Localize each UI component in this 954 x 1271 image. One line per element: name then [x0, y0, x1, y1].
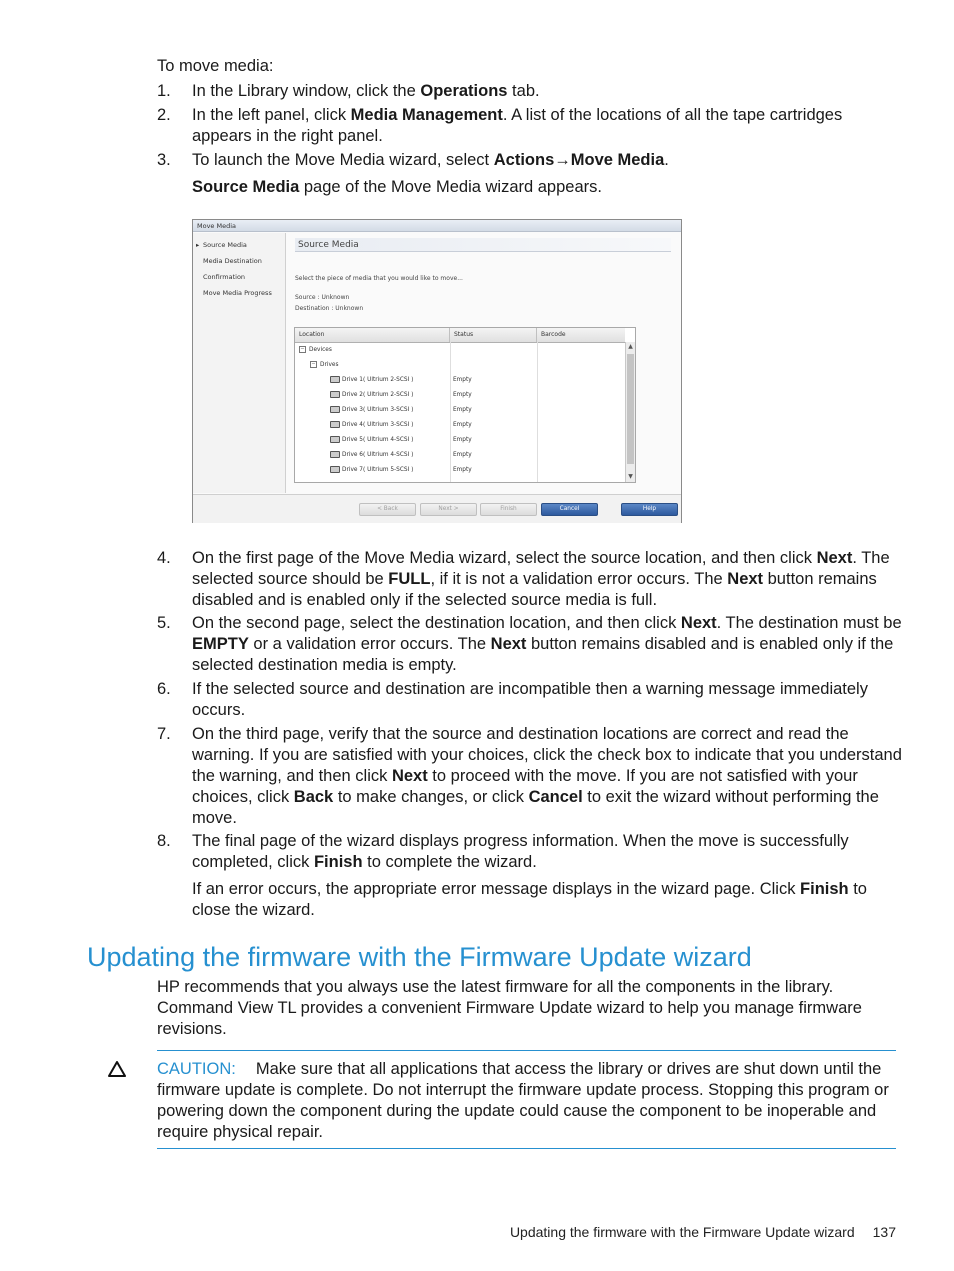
- column-status[interactable]: Status: [450, 328, 537, 342]
- tape-drive-icon: [330, 466, 340, 473]
- next-button[interactable]: Next >: [420, 503, 477, 516]
- step-1: 1. In the Library window, click the Operations tab.: [157, 82, 540, 100]
- caution-bottom-rule: [157, 1148, 896, 1149]
- table-row[interactable]: Drive 2( Ultrium 2-SCSI ) Empty: [295, 388, 625, 403]
- wizard-nav-move-media-progress[interactable]: Move Media Progress: [203, 289, 272, 297]
- step-5: 5. On the second page, select the destination location, and then click Next. The destination must be EMPTY or a validation error occurs. The Next button remains disabled and is enabled only if the selected destination media is empty.: [157, 614, 902, 674]
- cancel-button[interactable]: Cancel: [541, 503, 598, 516]
- table-scrollbar[interactable]: [625, 342, 635, 482]
- table-row[interactable]: Drive 6( Ultrium 4-SCSI ) Empty: [295, 448, 625, 463]
- section-heading: Updating the firmware with the Firmware Update wizard: [87, 942, 752, 972]
- step-7: 7. On the third page, verify that the source and destination locations are correct and read the warning. If you are satisfied with your choices, click the check box to indicate that you understand the warning, and then click Next to proceed with the move. If you are not satisfied with your choices, click Back to make changes, or click Cancel to exit the wizard without performing the move.: [157, 725, 902, 827]
- step-3: 3. To launch the Move Media wizard, select Actions→Move Media.: [157, 151, 669, 169]
- step-number: 3.: [157, 151, 171, 169]
- intro-text: To move media:: [157, 57, 274, 75]
- table-row[interactable]: Drive 4( Ultrium 3-SCSI ) Empty: [295, 418, 625, 433]
- tape-drive-icon: [330, 376, 340, 383]
- page-footer: [510, 1222, 896, 1242]
- step-8: 8. The final page of the wizard displays progress information. When the move is successfully completed, click Finish to complete the wizard.: [157, 832, 849, 871]
- step-number: 7.: [157, 725, 171, 743]
- wizard-destination-line: Destination : Unknown: [295, 305, 364, 312]
- finish-button[interactable]: Finish: [480, 503, 537, 516]
- step-2: 2. In the left panel, click Media Management. A list of the locations of all the tape cartridges appears in the right panel.: [157, 106, 843, 145]
- wizard-nav-confirmation[interactable]: Confirmation: [203, 273, 246, 281]
- caution-top-rule: [157, 1050, 896, 1051]
- column-barcode[interactable]: Barcode: [541, 331, 566, 338]
- table-row[interactable]: Drive 7( Ultrium 5-SCSI ) Empty: [295, 463, 625, 478]
- tape-drive-icon: [330, 436, 340, 443]
- wizard-nav-media-destination[interactable]: Media Destination: [203, 257, 262, 265]
- help-button[interactable]: Help: [621, 503, 678, 516]
- tape-drive-icon: [330, 421, 340, 428]
- caution-text: Make sure that all applications that access the library or drives are shut down until the firmware update is complete. Do not interrupt the firmware update process. Stopping this program or powering down the component during the update could cause the component to be inoperable and require physical repair.: [157, 1060, 889, 1141]
- section-paragraph: HP recommends that you always use the latest firmware for all the components in the library. Command View TL provides a convenient Firmware Update wizard to help you manage firmware revisions.: [157, 978, 862, 1038]
- tree-row-drives[interactable]: − Drives: [311, 361, 339, 368]
- step-number: 6.: [157, 680, 171, 698]
- tape-drive-icon: [330, 406, 340, 413]
- caution-triangle-icon: [108, 1060, 126, 1078]
- step-number: 4.: [157, 549, 171, 567]
- wizard-source-line: Source : Unknown: [295, 294, 350, 301]
- caution-box: [157, 1059, 896, 1143]
- collapse-icon[interactable]: −: [311, 361, 316, 367]
- wizard-instruction: Select the piece of media that you would like to move...: [295, 275, 463, 282]
- wizard-footer: [193, 494, 681, 523]
- step-number: 5.: [157, 614, 171, 632]
- step-number: 1.: [157, 82, 171, 100]
- table-row[interactable]: Drive 3( Ultrium 3-SCSI ) Empty: [295, 403, 625, 418]
- column-location[interactable]: Location: [295, 328, 450, 342]
- wizard-title-bar: Move Media: [193, 220, 681, 232]
- step-3-note: Source Media page of the Move Media wizard appears.: [192, 178, 602, 196]
- step-4: 4. On the first page of the Move Media wizard, select the source location, and then click Next. The selected source should be FULL, if it is not a validation error occurs. The Next button remains disabled and is enabled only if the selected source media is full.: [157, 549, 890, 609]
- move-media-wizard-screenshot: [192, 219, 682, 523]
- back-button[interactable]: < Back: [359, 503, 416, 516]
- media-location-table: [294, 327, 636, 483]
- scrollbar-thumb[interactable]: [627, 354, 634, 464]
- tape-drive-icon: [330, 451, 340, 458]
- tree-row-devices[interactable]: − Devices: [300, 346, 332, 353]
- scroll-up-icon[interactable]: ▲: [628, 343, 633, 350]
- table-row[interactable]: Drive 5( Ultrium 4-SCSI ) Empty: [295, 433, 625, 448]
- wizard-nav-source-media[interactable]: ▸ Source Media: [193, 237, 285, 253]
- step-8-note: If an error occurs, the appropriate error message displays in the wizard page. Click Finish to close the wizard.: [192, 880, 867, 919]
- tape-drive-icon: [330, 391, 340, 398]
- footer-title: Updating the firmware with the Firmware Update wizard: [509, 1224, 855, 1240]
- step-6: 6. If the selected source and destination are incompatible then a warning message immediately occurs.: [157, 680, 868, 719]
- wizard-nav: [193, 233, 286, 493]
- page-number: 137: [872, 1224, 896, 1240]
- wizard-page-title: Source Media: [295, 238, 671, 252]
- step-number: 2.: [157, 106, 171, 124]
- step-number: 8.: [157, 832, 171, 850]
- collapse-icon[interactable]: −: [300, 346, 305, 352]
- table-row[interactable]: Drive 1( Ultrium 2-SCSI ) Empty: [295, 373, 625, 388]
- caution-label: CAUTION:: [157, 1060, 236, 1078]
- table-header: [295, 328, 625, 343]
- scroll-down-icon[interactable]: ▼: [628, 473, 633, 480]
